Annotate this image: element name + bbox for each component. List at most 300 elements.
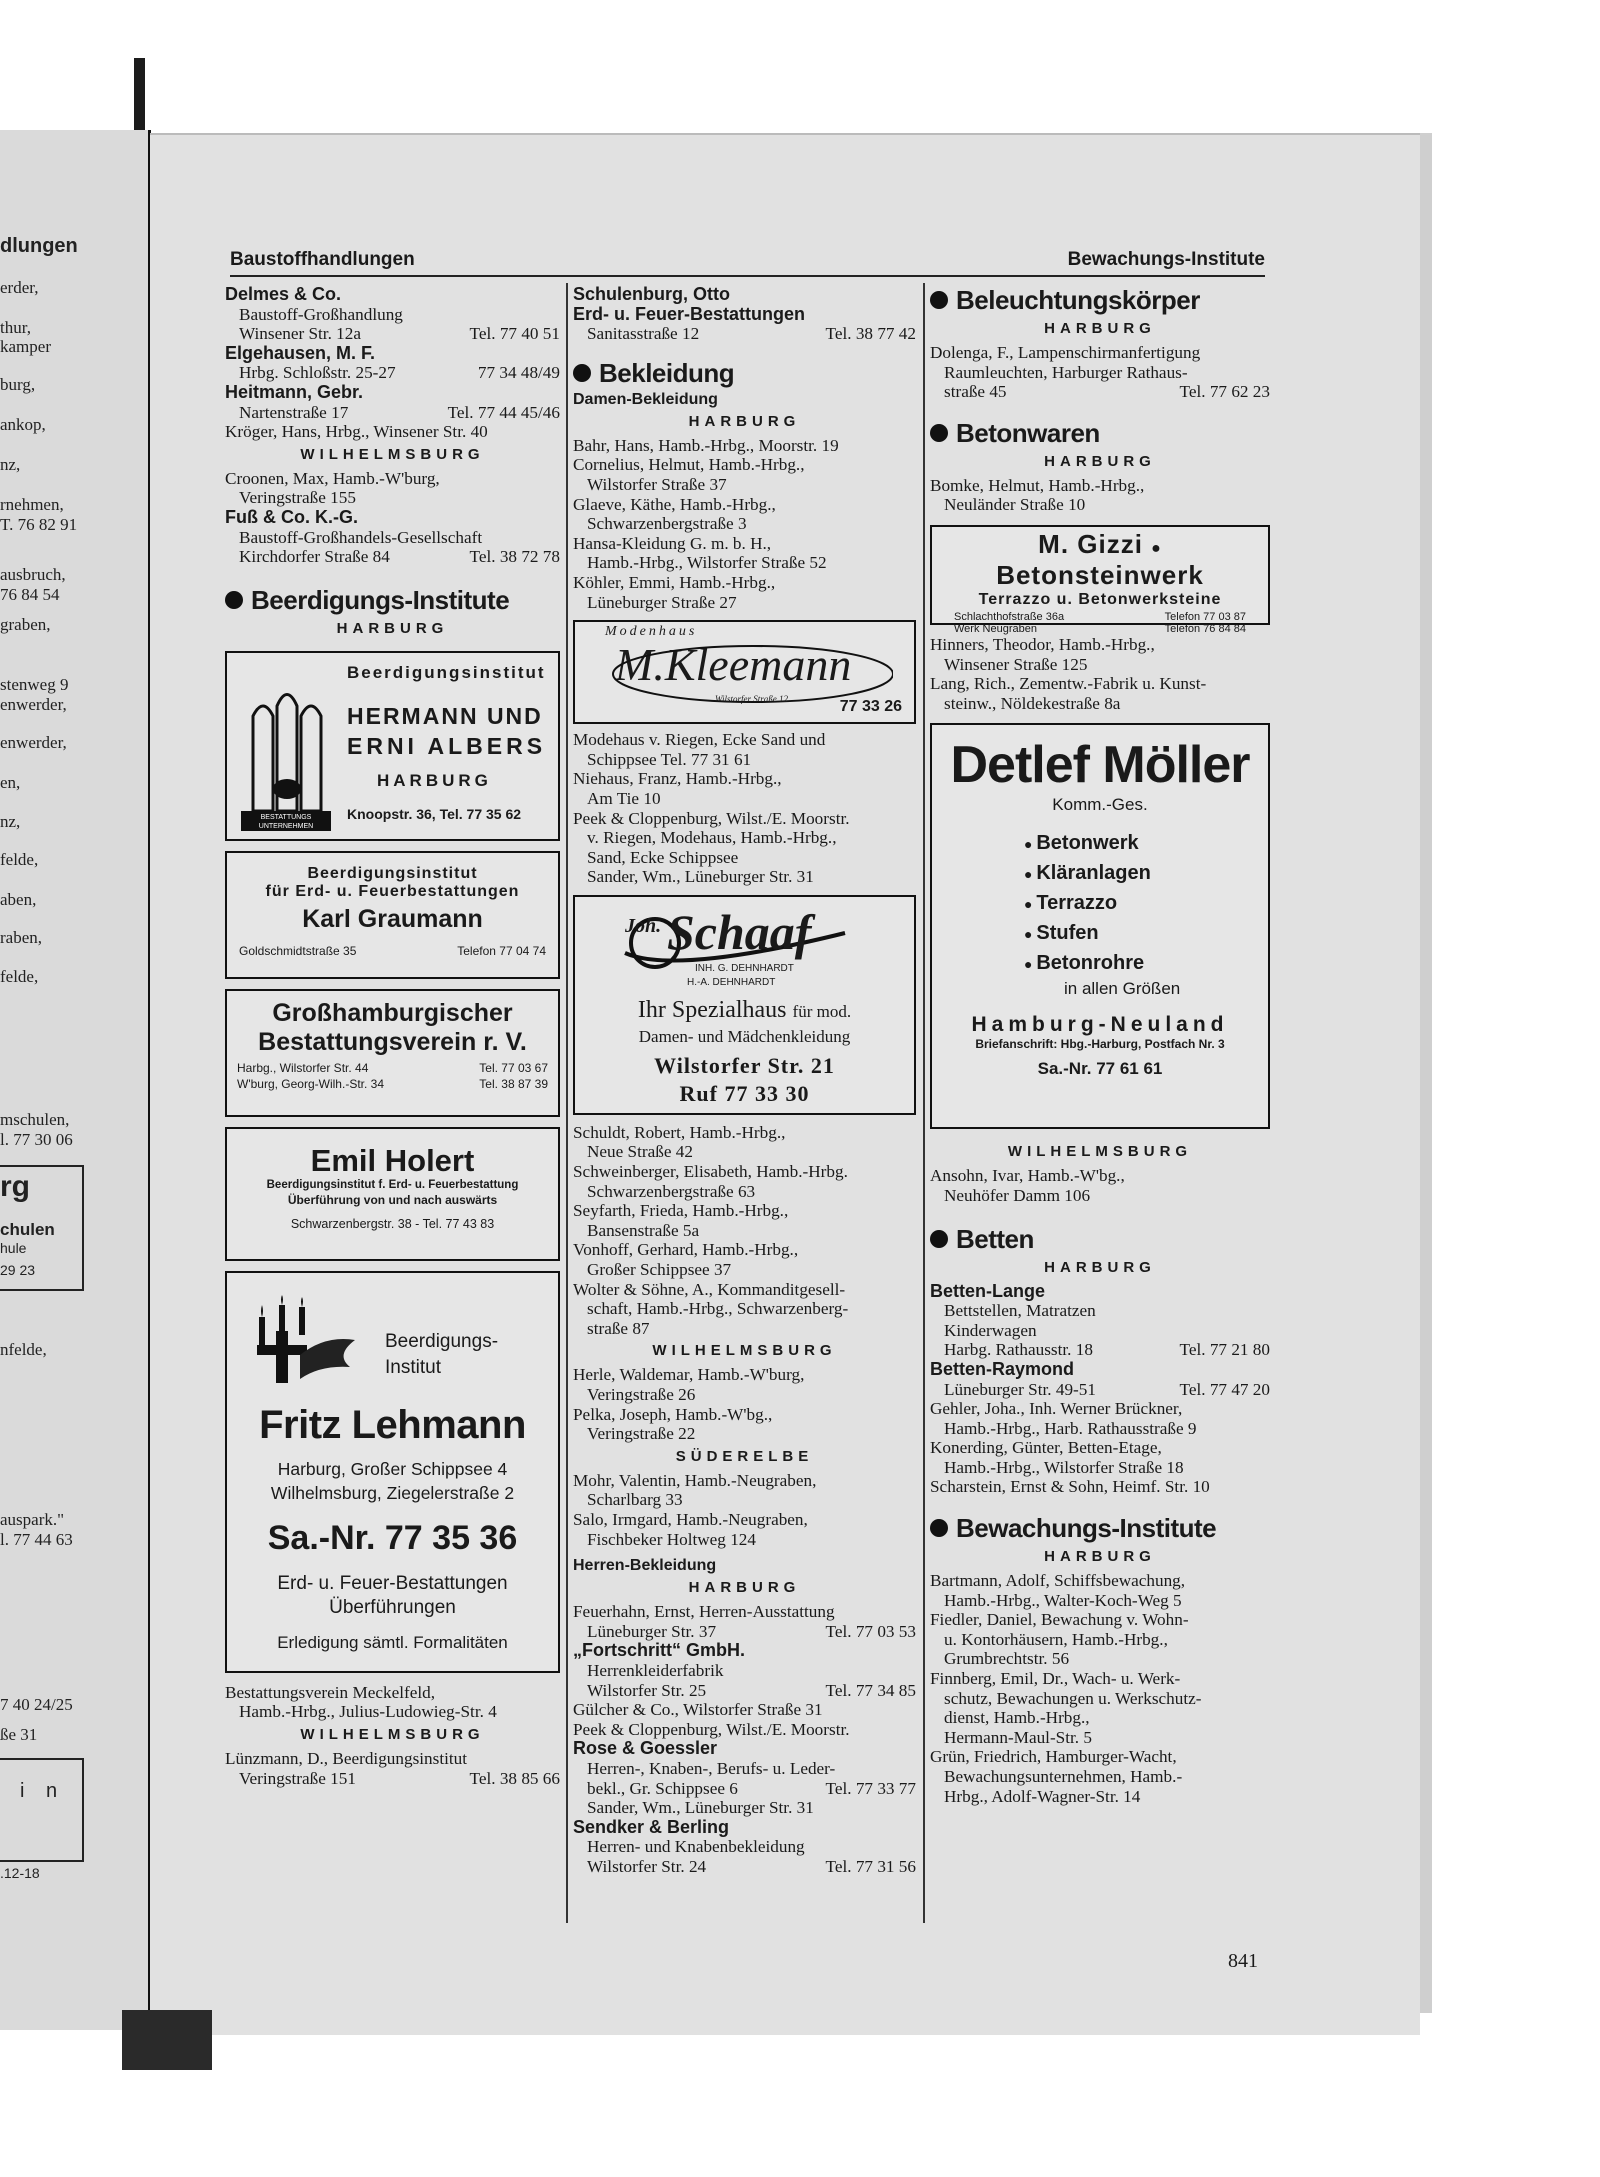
ad-line: Damen- und Mädchenkleidung — [638, 1026, 851, 1046]
section-heading — [225, 585, 560, 616]
left-page-line: rg — [0, 1170, 30, 1203]
company-subtitle: Erd- u. Feuer-Bestattungen — [573, 303, 806, 324]
ad-line: Modenhaus — [605, 624, 698, 640]
company-name: Betten-Lange — [930, 1280, 1046, 1301]
entry-rose — [573, 1739, 916, 1798]
left-page-line: auspark." — [0, 1510, 65, 1529]
entry-sander: Sander, Wm., Lüneburger Str. 31 — [587, 1798, 814, 1818]
ad-product-label: Kläranlagen — [1036, 862, 1151, 885]
entry-line: Dolenga, F., Lampenschirmanfertigung — [930, 343, 1201, 362]
entry-lang — [930, 674, 1270, 713]
ad-phone: Sa.-Nr. 77 61 61 — [1037, 1059, 1163, 1079]
entry-list-suderelbe — [573, 1471, 916, 1549]
entry-phone: Tel. 77 31 56 — [825, 1856, 916, 1876]
ad-contact-row — [227, 934, 558, 958]
ad-product-list — [1024, 829, 1268, 979]
left-page-line: kamper — [0, 337, 51, 356]
ad-company-name: Fritz Lehmann — [259, 1402, 526, 1447]
city-heading: SÜDERELBE — [675, 1447, 814, 1465]
ad-product-item — [1024, 949, 1268, 979]
company-name: Fuß & Co. K.-G. — [225, 506, 358, 527]
entry-line: Herrenkleiderfabrik — [587, 1660, 724, 1680]
entry-fuss — [225, 508, 560, 567]
entry-line: Fiedler, Daniel, Bewachung v. Wohn- — [930, 1610, 1189, 1630]
entry-line: Bomke, Helmut, Hamb.-Hrbg., — [930, 475, 1145, 495]
left-page-line: i n — [20, 1780, 66, 1802]
entry-address: Sanitasstraße 12 — [587, 324, 700, 344]
section-title: Bewachungs-Institute — [956, 1513, 1217, 1544]
ad-albers-address: Knoopstr. 36, Tel. 77 35 62 — [347, 805, 522, 822]
left-page-line: enwerder, — [0, 695, 67, 714]
bullet-icon: ● — [1024, 866, 1037, 883]
ad-line: für Erd- u. Feuerbestattungen — [265, 882, 520, 900]
ad-headline — [575, 997, 914, 1024]
bullet-icon — [930, 1230, 948, 1248]
directory-page — [150, 133, 1420, 2035]
entry-address: Harbg. Rathausstr. 18 — [944, 1340, 1093, 1360]
entry-phone: Tel. 77 03 53 — [825, 1621, 916, 1641]
ad-phone: Tel. 38 87 39 — [479, 1076, 548, 1091]
ad-line: INH. G. DEHNHARDT — [695, 962, 794, 974]
ad-company-name: Bestattungsverein r. V. — [258, 1027, 527, 1056]
section-title: Bekleidung — [599, 357, 735, 388]
entry-hinners — [930, 635, 1270, 674]
entry-line: Neue Straße 42 — [587, 1142, 693, 1162]
entry-line: Finnberg, Emil, Dr., Wach- u. Werk- — [930, 1669, 1181, 1689]
ad-line: H.-A. DEHNHARDT — [687, 976, 776, 988]
entry-lunzmann — [225, 1749, 560, 1788]
left-page-line: 29 23 — [0, 1262, 36, 1278]
bullet-icon: ● — [1024, 896, 1037, 913]
entry-list-wilhelmsburg — [573, 1365, 916, 1443]
entry-line: schutz, Bewachungen u. Werkschutz- — [944, 1688, 1202, 1708]
entry-line: Mohr, Valentin, Hamb.-Neugraben, — [573, 1470, 817, 1490]
left-page-line: aben, — [0, 890, 37, 909]
entry-line: Hinners, Theodor, Hamb.-Hrbg., — [930, 634, 1155, 654]
entry-line: Scharstein, Ernst & Sohn, Heimf. Str. 10 — [930, 1477, 1210, 1497]
entry-line: Hamb.-Hrbg., Wilstorfer Straße 52 — [587, 553, 827, 573]
bullet-icon — [573, 364, 591, 382]
company-name: Elgehausen, M. F. — [225, 342, 376, 363]
ad-gizzi — [930, 525, 1270, 635]
ad-line: Beerdigungsinstitut f. Erd- u. Feuerbestattung — [266, 1178, 519, 1191]
entry-line: Sander, Wm., Lüneburger Str. 31 — [587, 867, 814, 887]
section-title: Betten — [956, 1223, 1034, 1254]
entry-line: Hamb.-Hrbg., Walter-Koch-Weg 5 — [944, 1590, 1182, 1610]
entry-address: Winsener Str. 12a — [239, 324, 361, 344]
entry-address: Veringstraße 151 — [239, 1768, 356, 1788]
bullet-icon — [930, 1519, 948, 1537]
ad-product-item — [1024, 829, 1268, 859]
ad-phone: Telefon 77 04 74 — [457, 943, 546, 958]
entry-delmes — [225, 285, 560, 344]
entry-line: u. Kontorhäusern, Hamb.-Hrbg., — [944, 1629, 1168, 1649]
entry-heitmann — [225, 383, 560, 422]
entry-line: Bewachungsunternehmen, Hamb.- — [944, 1767, 1183, 1786]
entry-line: Wilstorfer Straße 37 — [587, 474, 727, 494]
entry-line: Neuhöfer Damm 106 — [944, 1185, 1091, 1205]
entry-line: Grumbrechtstr. 56 — [944, 1649, 1070, 1669]
entry-line: Veringstraße 26 — [587, 1385, 696, 1404]
column-3 — [930, 285, 1270, 1806]
ad-address: Harbg., Wilstorfer Str. 44 — [237, 1060, 369, 1075]
entry-line: Hamb.-Hrbg., Harb. Rathausstraße 9 — [944, 1418, 1197, 1438]
entry-line: schaft, Hamb.-Hrbg., Schwarzenberg- — [587, 1299, 849, 1319]
entry-line: Wolter & Söhne, A., Kommanditgesell- — [573, 1279, 846, 1299]
page-edge — [1420, 133, 1432, 2013]
entry-phone: Tel. 77 47 20 — [1179, 1379, 1270, 1399]
left-page-line: hule — [0, 1240, 27, 1256]
city-heading: HARBURG — [1044, 1548, 1156, 1566]
entry-phone: Tel. 38 85 66 — [469, 1768, 560, 1788]
left-page-line: nz, — [0, 455, 21, 474]
ad-line: Terrazzo u. Betonwerksteine — [978, 590, 1222, 608]
column-rule — [566, 283, 568, 1923]
subsection-heading: Damen-Bekleidung — [573, 390, 718, 408]
entry-line: Schippsee Tel. 77 31 61 — [587, 749, 752, 769]
company-name: Betten-Raymond — [930, 1358, 1075, 1379]
company-name: Rose & Goessler — [573, 1738, 718, 1759]
left-page-line: en, — [0, 773, 21, 792]
section-heading — [930, 1224, 1270, 1255]
left-page-line: erder, — [0, 278, 39, 297]
city-heading: HARBURG — [1044, 452, 1156, 470]
ad-line: Erd- u. Feuer-Bestattungen — [277, 1572, 508, 1594]
entry-phone: Tel. 77 33 77 — [825, 1778, 916, 1798]
entry-line: Neuländer Straße 10 — [944, 495, 1086, 515]
entry-line: Feuerhahn, Ernst, Herren-Ausstattung — [573, 1602, 835, 1622]
left-page-line: T. 76 82 91 — [0, 515, 78, 534]
left-facing-page — [0, 130, 151, 2030]
entry-list-damen-2 — [573, 730, 916, 887]
entry-schulenburg — [573, 285, 916, 344]
entry-meckelfeld — [225, 1683, 560, 1722]
column-2 — [573, 285, 916, 1876]
entry-line: Konerding, Günter, Betten-Etage, — [930, 1438, 1162, 1458]
city-heading: WILHELMSBURG — [1007, 1143, 1193, 1161]
ad-line: Beerdigungsinstitut — [307, 864, 478, 882]
ad-address: Wilstorfer Str. 21 — [654, 1052, 835, 1078]
ad-address: Harburg, Großer Schippsee 4 — [277, 1458, 508, 1479]
entry-sendker — [573, 1818, 916, 1877]
ad-line: Institut — [385, 1356, 441, 1378]
ad-address: Goldschmidtstraße 35 — [239, 943, 357, 958]
city-heading: HARBURG — [688, 1579, 801, 1597]
left-page-line: l. 77 30 06 — [0, 1130, 73, 1149]
entry-line: straße 87 — [587, 1318, 650, 1338]
ad-albers-name1: HERMANN UND — [347, 702, 543, 729]
entry-line: Herle, Waldemar, Hamb.-W'burg, — [573, 1365, 805, 1385]
entry-phone: Tel. 38 72 78 — [469, 547, 560, 567]
entry-address: Lüneburger Str. 49-51 — [944, 1379, 1096, 1399]
entry-croonen — [225, 469, 560, 508]
ad-product-label: Stufen — [1036, 922, 1099, 945]
left-page-line: dlungen — [0, 235, 78, 257]
left-page-line: .12-18 — [0, 1865, 40, 1881]
left-page-line: burg, — [0, 375, 36, 394]
left-page-line: l. 77 44 63 — [0, 1530, 73, 1549]
entry-line: Schwarzenbergstraße 3 — [587, 514, 747, 534]
ad-albers-city: HARBURG — [377, 770, 492, 790]
entry-line: Gehler, Joha., Inh. Werner Brückner, — [930, 1399, 1183, 1419]
left-page-line: graben, — [0, 615, 51, 634]
entry-line: Bahr, Hans, Hamb.-Hrbg., Moorstr. 19 — [573, 435, 839, 455]
entry-line: Lang, Rich., Zementw.-Fabrik u. Kunst- — [930, 674, 1207, 694]
company-name: Sendker & Berling — [573, 1816, 730, 1837]
entry-line: Winsener Straße 125 — [944, 654, 1088, 674]
entry-feuerhahn — [573, 1602, 916, 1641]
entry-line: Baustoff-Großhandlung — [239, 304, 403, 324]
left-page-line: ankop, — [0, 415, 46, 434]
entry-line: Modehaus v. Riegen, Ecke Sand und — [573, 730, 826, 750]
page-number: 841 — [1228, 1950, 1258, 1972]
company-name: Delmes & Co. — [225, 284, 342, 304]
left-page-line: felde, — [0, 967, 39, 986]
entry-address: Hrbg. Schloßstr. 25-27 — [239, 363, 396, 383]
entry-phone: Tel. 77 62 23 — [1179, 382, 1270, 402]
ad-address: Schlachthofstraße 36a — [954, 610, 1065, 623]
ad-kleemann — [573, 620, 916, 724]
entry-line: Niehaus, Franz, Hamb.-Hrbg., — [573, 769, 782, 789]
ad-albers-name2: ERNI ALBERS — [347, 732, 547, 759]
section-heading — [930, 418, 1270, 449]
section-heading — [573, 358, 916, 389]
entry-line: Hamb.-Hrbg., Wilstorfer Straße 18 — [944, 1457, 1184, 1477]
ad-logo-script: Schaaf — [667, 903, 812, 960]
entry-line: Seyfarth, Frieda, Hamb.-Hrbg., — [573, 1201, 789, 1221]
running-header — [230, 245, 1265, 277]
ad-company-name: Großhamburgischer — [272, 998, 513, 1027]
ad-line: Beerdigungs- — [385, 1330, 499, 1352]
ad-headline-suffix: für mod. — [792, 1001, 852, 1021]
left-page-line: felde, — [0, 850, 39, 869]
entry-line: Ansohn, Ivar, Hamb.-W'bg., — [930, 1166, 1125, 1186]
entry-line: Herren-, Knaben-, Berufs- u. Leder- — [587, 1758, 836, 1778]
left-page-line: nz, — [0, 812, 21, 831]
entry-line: Veringstraße 22 — [587, 1424, 696, 1444]
company-name: „Fortschritt“ GmbH. — [573, 1640, 746, 1661]
ad-line: in allen Größen — [1064, 979, 1181, 999]
entry-phone: Tel. 38 77 42 — [825, 324, 916, 344]
entry-address: straße 45 — [944, 382, 1007, 402]
city-heading: WILHELMSBURG — [300, 1725, 485, 1743]
entry-line: Hrbg., Adolf-Wagner-Str. 14 — [944, 1786, 1141, 1806]
left-page-line: stenweg 9 — [0, 675, 69, 694]
entry-line: dienst, Hamb.-Hrbg., — [944, 1708, 1090, 1728]
section-title: Beleuchtungskörper — [956, 285, 1200, 315]
ad-product-item — [1024, 889, 1268, 919]
entry-list-bewachung — [930, 1571, 1270, 1806]
entry-peek: Peek & Cloppenburg, Wilst./E. Moorstr. — [573, 1719, 850, 1739]
entry-line: Baustoff-Großhandels-Gesellschaft — [239, 527, 483, 547]
entry-line: Lünzmann, D., Beerdigungsinstitut — [225, 1748, 468, 1768]
entry-line: Am Tie 10 — [587, 788, 661, 808]
left-page-line: rnehmen, — [0, 495, 64, 514]
ad-contact-row — [227, 1057, 558, 1075]
column-1 — [225, 285, 560, 1788]
entry-line: Schuldt, Robert, Hamb.-Hrbg., — [573, 1122, 786, 1142]
ad-phone: Tel. 77 03 67 — [479, 1060, 548, 1075]
ad-address: Briefanschrift: Hbg.-Harburg, Postfach Nr. 3 — [975, 1037, 1225, 1052]
left-page-line: ße 31 — [0, 1725, 38, 1744]
ad-product-label: Betonwerk — [1036, 832, 1139, 855]
candles-cross-icon — [255, 1295, 360, 1385]
ad-phone: 77 33 26 — [839, 698, 902, 716]
left-page-line: 7 40 24/25 — [0, 1695, 73, 1714]
city-heading: WILHELMSBURG — [652, 1342, 837, 1360]
entry-line: Cornelius, Helmut, Hamb.-Hrbg., — [573, 455, 805, 475]
entry-line: Bansenstraße 5a — [587, 1220, 700, 1240]
entry-line: Schwarzenbergstraße 63 — [587, 1181, 756, 1201]
entry-list-betten — [930, 1399, 1270, 1497]
bullet-icon: ● — [1024, 926, 1037, 943]
ad-contact-row — [932, 609, 1268, 623]
ad-company-name-part: M. Gizzi — [1038, 528, 1143, 559]
ad-city: Hamburg-Neuland — [971, 1013, 1229, 1037]
entry-address: bekl., Gr. Schippsee 6 — [587, 1778, 738, 1798]
entry-elgehausen — [225, 344, 560, 383]
column-rule — [923, 283, 925, 1923]
company-name: Schulenburg, Otto — [573, 284, 730, 304]
entry-line: Raumleuchten, Harburger Rathaus- — [944, 362, 1188, 382]
entry-line: Hansa-Kleidung G. m. b. H., — [573, 533, 772, 553]
entry-line: Hamb.-Hrbg., Julius-Ludowieg-Str. 4 — [239, 1702, 497, 1722]
entry-phone: Tel. 77 40 51 — [469, 324, 560, 344]
left-page-line: enwerder, — [0, 733, 67, 752]
entry-line: Grün, Friedrich, Hamburger-Wacht, — [930, 1747, 1177, 1767]
entry-line: v. Riegen, Modehaus, Hamb.-Hrbg., — [587, 828, 837, 848]
entry-guelcher: Gülcher & Co., Wilstorfer Straße 31 — [573, 1700, 823, 1720]
ad-address: Wilstorfer Straße 12 — [715, 694, 789, 705]
left-page-line: chulen — [0, 1220, 55, 1239]
entry-phone: 77 34 48/49 — [477, 363, 560, 383]
emblem-badge-line: UNTERNEHMEN — [258, 822, 314, 830]
subsection-heading: Herren-Bekleidung — [573, 1557, 717, 1575]
ad-line: Komm.-Ges. — [1052, 795, 1148, 815]
entry-list-damen-3 — [573, 1123, 916, 1339]
header-left: Baustoffhandlungen — [230, 249, 415, 270]
entry-betten-raymond — [930, 1360, 1270, 1399]
entry-line: Kinderwagen — [944, 1320, 1037, 1340]
left-page-line: 76 84 54 — [0, 585, 60, 604]
entry-line: Glaeve, Käthe, Hamb.-Hrbg., — [573, 494, 776, 514]
ad-schaaf — [573, 895, 916, 1115]
spine-shadow — [122, 2010, 212, 2070]
bullet-icon — [930, 291, 948, 309]
entry-line: Herren- und Knabenbekleidung — [587, 1837, 805, 1857]
entry-line: Lüneburger Straße 27 — [587, 592, 737, 612]
city-heading: HARBURG — [1044, 320, 1156, 337]
entry-bomke — [930, 476, 1270, 515]
entry-line: Salo, Irmgard, Hamb.-Neugraben, — [573, 1509, 808, 1529]
ad-phone: Telefon 76 84 84 — [1164, 622, 1246, 635]
entry-line: Fischbeker Holtweg 124 — [587, 1529, 756, 1549]
ad-company-name: M. Gizzi ● Betonsteinwerk — [996, 528, 1204, 590]
left-page-line: thur, — [0, 318, 31, 337]
entry-address: Kirchdorfer Straße 84 — [239, 547, 390, 567]
entry-line: Croonen, Max, Hamb.-W'burg, — [225, 468, 440, 488]
entry-phone: Tel. 77 44 45/46 — [447, 402, 560, 422]
ad-company-name: Karl Graumann — [302, 904, 483, 933]
entry-line: steinw., Nöldekestraße 8a — [944, 693, 1121, 713]
ad-line: Überführung von und nach auswärts — [287, 1192, 498, 1207]
entry-line: Peek & Cloppenburg, Wilst./E. Moorstr. — [573, 808, 850, 828]
ad-product-item — [1024, 859, 1268, 889]
section-heading — [930, 285, 1270, 316]
bullet-icon: ● — [1024, 956, 1037, 973]
ad-line: Überführungen — [329, 1596, 456, 1618]
entry-line: Bettstellen, Matratzen — [944, 1301, 1096, 1321]
entry-address: Nartenstraße 17 — [239, 402, 349, 422]
ad-address: Wilhelmsburg, Ziegelerstraße 2 — [270, 1482, 515, 1503]
entry-address: Lüneburger Str. 37 — [587, 1621, 717, 1641]
entry-line: Pelka, Joseph, Hamb.-W'bg., — [573, 1404, 773, 1424]
entry-line: Großer Schippsee 37 — [587, 1260, 732, 1280]
ad-albers-top: Beerdigungsinstitut — [347, 662, 546, 682]
ad-company-name: Detlef Möller — [950, 736, 1250, 795]
ad-phone: Ruf 77 33 30 — [679, 1080, 810, 1106]
ad-company-name: Emil Holert — [310, 1142, 475, 1178]
entry-line: Schweinberger, Elisabeth, Hamb.-Hrbg. — [573, 1162, 848, 1182]
entry-line: Veringstraße 155 — [239, 488, 356, 508]
entry-ansohn — [930, 1166, 1270, 1205]
city-heading: HARBURG — [336, 619, 449, 637]
ad-logo-prefix: Joh. — [625, 914, 662, 937]
entry-dolenga — [930, 343, 1270, 402]
entry-line: Vonhoff, Gerhard, Hamb.-Hrbg., — [573, 1240, 799, 1260]
entry-betten-lange — [930, 1282, 1270, 1360]
section-title: Betonwaren — [956, 417, 1100, 448]
ad-contact-row — [227, 1075, 558, 1091]
entry-kroeger: Kröger, Hans, Hrbg., Winsener Str. 40 — [225, 422, 488, 442]
bullet-icon — [225, 591, 243, 609]
ad-lehmann — [225, 1271, 560, 1673]
ad-contact-row — [932, 623, 1268, 635]
city-heading: HARBURG — [688, 412, 801, 430]
left-page-line: raben, — [0, 928, 43, 947]
entry-phone: Tel. 77 21 80 — [1179, 1340, 1270, 1360]
entry-address: Wilstorfer Str. 24 — [587, 1856, 707, 1876]
bullet-icon: ● — [1024, 836, 1037, 853]
left-page-line: mschulen, — [0, 1110, 70, 1129]
header-right: Bewachungs-Institute — [1067, 249, 1265, 270]
city-heading: HARBURG — [1044, 1258, 1156, 1276]
ad-moeller — [930, 723, 1270, 1129]
ad-graumann — [225, 851, 560, 979]
left-page-ad-box — [0, 1758, 84, 1862]
ad-holert — [225, 1127, 560, 1261]
ad-albers — [225, 651, 560, 841]
guild-emblem-icon — [233, 661, 335, 833]
ad-logo-script: M.Kleemann — [615, 639, 852, 691]
company-name: Heitmann, Gebr. — [225, 381, 364, 402]
entry-line: Bestattungsverein Meckelfeld, — [225, 1682, 436, 1702]
ad-product-label: Terrazzo — [1036, 892, 1118, 915]
entry-phone: Tel. 77 34 85 — [825, 1680, 916, 1700]
entry-line: Bartmann, Adolf, Schiffsbewachung, — [930, 1571, 1186, 1591]
entry-fortschritt — [573, 1641, 916, 1700]
ad-contact-line: Schwarzenbergstr. 38 - Tel. 77 43 83 — [290, 1216, 495, 1231]
ad-company-name-part: Betonsteinwerk — [996, 559, 1204, 590]
left-page-line: nfelde, — [0, 1340, 47, 1359]
ad-product-item — [1024, 919, 1268, 949]
ad-phone: Telefon 77 03 87 — [1164, 610, 1246, 623]
section-title: Beerdigungs-Institute — [251, 584, 510, 615]
entry-line: Hermann-Maul-Str. 5 — [944, 1727, 1092, 1747]
ad-headline-main: Ihr Spezialhaus — [637, 996, 787, 1023]
entry-line: Scharlbarg 33 — [587, 1490, 683, 1510]
ad-address: W'burg, Georg-Wilh.-Str. 34 — [237, 1076, 384, 1091]
